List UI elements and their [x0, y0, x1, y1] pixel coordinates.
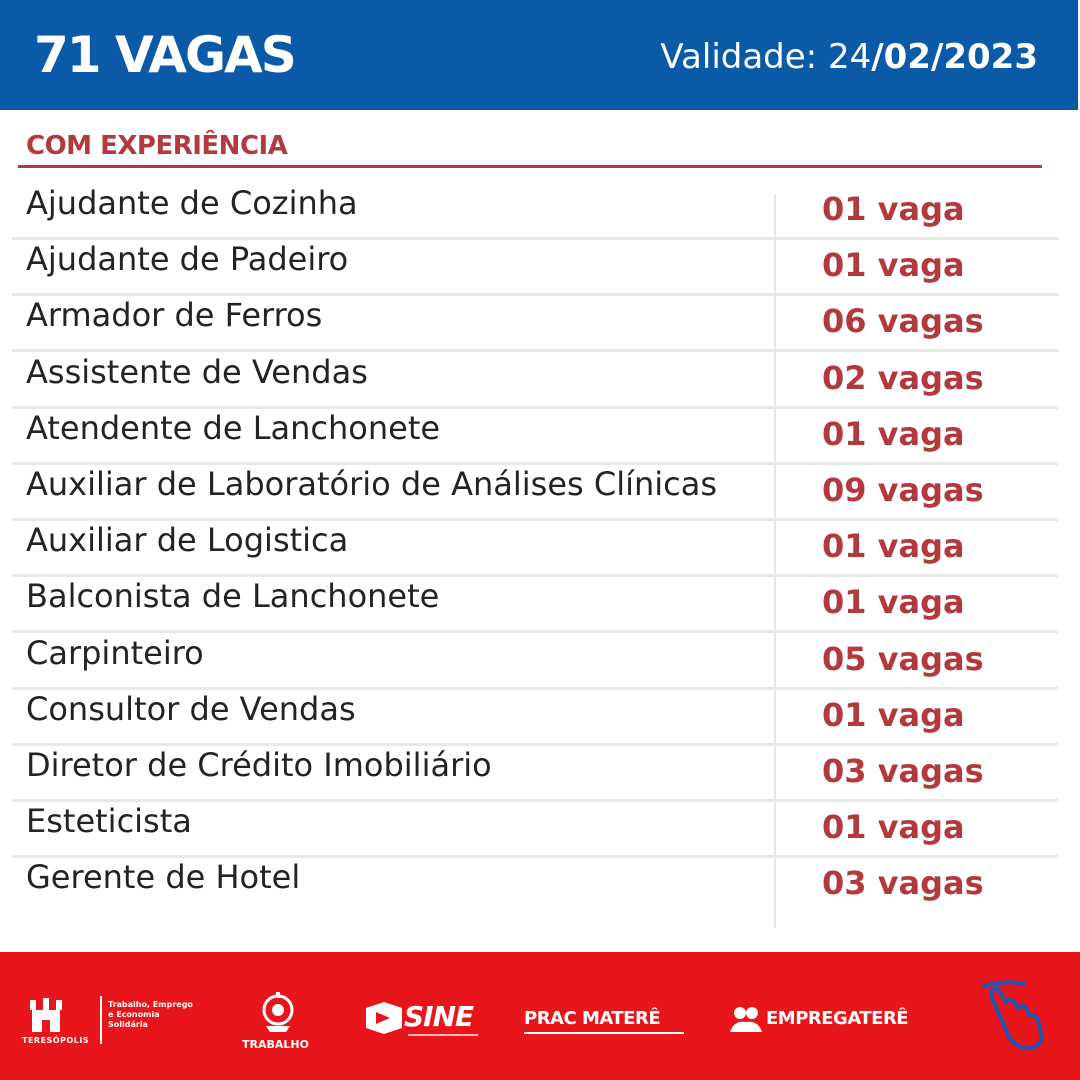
logo-divider [100, 996, 102, 1044]
job-row [12, 858, 1058, 914]
job-openings: 03 vagas [822, 864, 984, 903]
job-openings: 05 vagas [822, 639, 984, 678]
empregatere-label: EMPREGATERÊ [766, 1008, 909, 1029]
job-openings: 01 vaga [822, 808, 965, 847]
job-title: Armador de Ferros [26, 296, 323, 335]
job-title: Auxiliar de Laboratório de Análises Clínicas [26, 465, 718, 503]
crest-icon [28, 996, 64, 1036]
prefeitura-logo [22, 992, 200, 1054]
job-title: Consultor de Vendas [26, 689, 356, 728]
sine-logo [364, 1000, 484, 1046]
prefeitura-city: TERESÓPOLIS [22, 1036, 90, 1045]
job-title: Atendente de Lanchonete [26, 408, 441, 447]
job-title: Ajudante de Cozinha [26, 184, 358, 222]
job-openings: 01 vaga [822, 583, 965, 622]
job-title: Gerente de Hotel [26, 858, 301, 897]
job-openings: 01 vaga [822, 414, 965, 453]
job-openings: 09 vagas [822, 471, 984, 509]
job-title: Auxiliar de Logistica [26, 521, 349, 560]
job-title: Diretor de Crédito Imobiliário [26, 746, 492, 784]
validity-date-bold: /02/2023 [871, 37, 1038, 77]
job-title: Ajudante de Padeiro [26, 240, 349, 279]
job-title: Carpinteiro [26, 633, 204, 672]
sine-subline [408, 1034, 478, 1036]
pointing-hand-icon[interactable] [976, 978, 1050, 1058]
job-row [12, 409, 1058, 465]
pracmatere-label: PRAC MATERÊ [524, 1008, 661, 1029]
job-openings: 01 vaga [822, 246, 965, 285]
sine-label: SINE [404, 1000, 474, 1033]
job-title: Esteticista [26, 802, 192, 841]
job-openings: 01 vaga [822, 527, 965, 566]
trabalho-emblem-icon [260, 992, 296, 1034]
job-row [12, 240, 1058, 296]
section-title: COM EXPERIÊNCIA [26, 131, 288, 161]
job-row [12, 577, 1058, 633]
job-row [12, 521, 1058, 577]
job-title: Assistente de Vendas [26, 352, 368, 391]
job-openings: 06 vagas [822, 302, 984, 341]
pracmatere-underline [524, 1032, 684, 1034]
footer-banner [0, 952, 1080, 1080]
job-title: Balconista de Lanchonete [26, 577, 440, 616]
job-row [12, 802, 1058, 858]
page-title: 71 VAGAS [34, 26, 295, 84]
trabalho-logo [236, 992, 326, 1054]
pracmatere-logo [524, 1008, 660, 1029]
job-row [12, 465, 1058, 521]
empregatere-people-icon [730, 1006, 762, 1032]
job-openings: 01 vaga [822, 190, 965, 228]
sine-mark-icon [364, 1000, 404, 1036]
validity-label: Validade: 24 [660, 37, 872, 77]
job-openings: 02 vagas [822, 358, 984, 397]
job-openings: 03 vagas [822, 752, 984, 790]
job-row [12, 746, 1058, 802]
job-openings: 01 vaga [822, 695, 965, 734]
trabalho-label: TRABALHO [242, 1038, 309, 1051]
prefeitura-dept: Trabalho, Emprego e Economia Solidária [108, 1000, 193, 1029]
job-row [12, 296, 1058, 352]
job-row [12, 634, 1058, 690]
job-row [12, 353, 1058, 409]
job-row [12, 184, 1058, 240]
job-row [12, 690, 1058, 746]
